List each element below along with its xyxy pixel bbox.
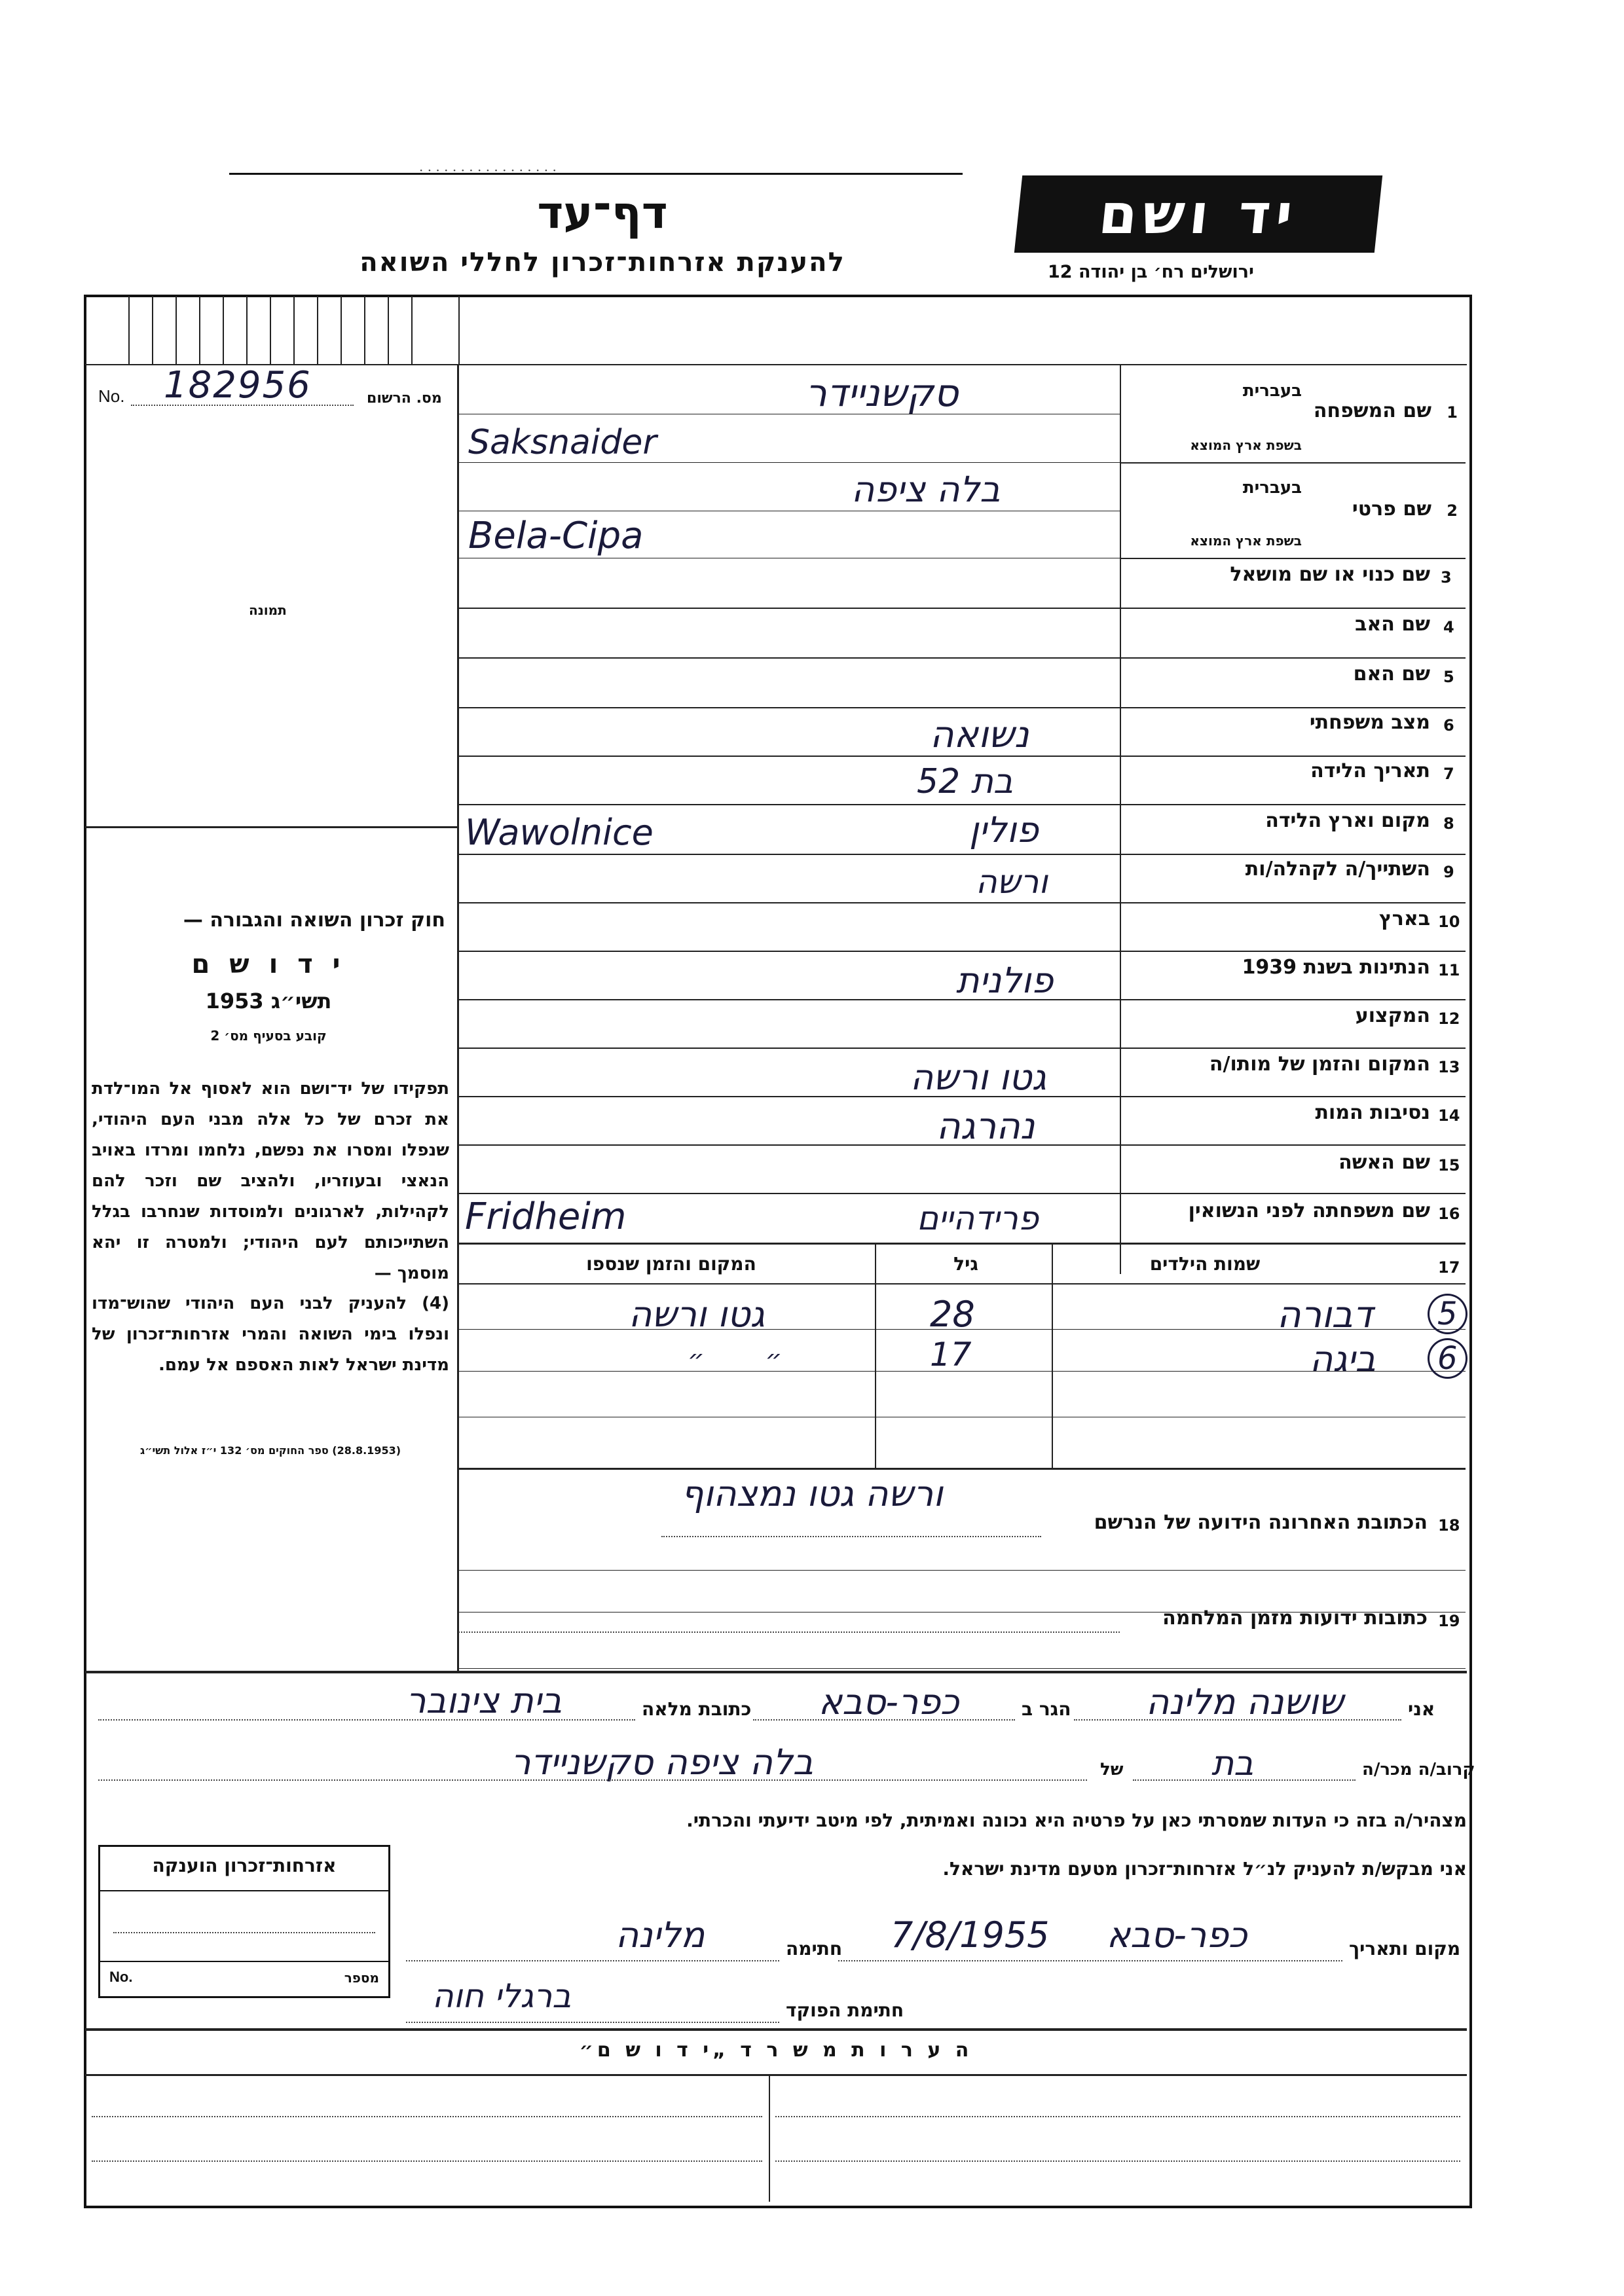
decl-officer-label: חתימת הפוקד: [786, 1999, 904, 2021]
law-name: י ד ו ש ם: [191, 949, 346, 979]
row-num: 5: [1443, 668, 1454, 686]
row-label: תאריך הלידה: [1310, 759, 1430, 782]
decl-relation: בת: [1211, 1744, 1254, 1783]
row-num: 15: [1438, 1156, 1460, 1175]
header-strike-text: · · · · · · · · · · · · · · · · ·: [419, 162, 557, 178]
child-marker: 6: [1428, 1338, 1467, 1379]
row-sub-label: בשפת ארץ המוצא: [1190, 533, 1302, 549]
row-sub-label: בשפת ארץ המוצא: [1190, 437, 1302, 453]
decl-city: כפר-סבא: [819, 1681, 959, 1722]
last-address-value: ורשה גטו נמצהוף: [681, 1473, 943, 1514]
decl-resides-label: הגר ב: [1022, 1698, 1071, 1720]
left-column-divider: [457, 364, 459, 1671]
row-label: שם האם: [1353, 663, 1430, 685]
row-label: נסיבות המות: [1315, 1101, 1430, 1124]
law-year: תשי״ג 1953: [205, 989, 332, 1013]
row-num: 3: [1441, 568, 1452, 587]
decl-officer-signature: ברגלי חוה: [432, 1977, 572, 2015]
first-name-hebrew: בלה ציפה: [851, 469, 1001, 510]
decl-place-date-label: מקום ותאריך: [1349, 1938, 1461, 1959]
row-first-name: [1121, 462, 1466, 558]
row-num: 7: [1443, 765, 1454, 783]
child-place: גטו ורשה: [629, 1294, 765, 1335]
decl-relation-label: קרוב/ה מכר/ה: [1362, 1760, 1475, 1779]
law-paragraph-2: (4) להעניק לבני העם היהודי שהוש־מדו ונפלו בימי השואה והמרי אזרחות־זכרון של מדינת ישראל לאות האספם אל עמם.: [92, 1294, 449, 1375]
row-num: 12: [1438, 1010, 1460, 1028]
remarks-top: [85, 2028, 1467, 2031]
birth-place-latin: Wawolnice: [465, 812, 654, 853]
header-strike-line: [229, 173, 963, 181]
decl-of-label: של: [1100, 1760, 1124, 1779]
row-num: 14: [1438, 1106, 1460, 1125]
decl-full-addr: בית צינובר: [406, 1680, 563, 1721]
decl-i-label: אני: [1408, 1698, 1435, 1720]
form-subtitle: להענקת אזרחות־זכרון לחללי השואה: [360, 247, 845, 278]
law-title: חוק זכרון השואה והגבורה —: [183, 909, 445, 932]
citizenship-no-label: No.: [109, 1969, 133, 1985]
row-family-name: [1121, 364, 1466, 462]
row-label: שם כנוי או שם מושאל: [1230, 563, 1430, 586]
decl-statement-2: אני מבקש/ת להעניק לנ״ל אזרחות־זכרון מטעם מדינת ישראל.: [942, 1858, 1467, 1880]
children-col-place: המקום והזמן שנספו: [586, 1253, 756, 1275]
decl-signature-label: חתימה: [786, 1938, 843, 1959]
nationality-value: פולנית: [956, 960, 1054, 1001]
row-num: 8: [1443, 814, 1454, 833]
row-label: שם המשפחה: [1313, 399, 1431, 422]
yad-vashem-logo: [1014, 175, 1382, 253]
community-value: ורשה: [976, 863, 1048, 901]
row-label: שם האשה: [1338, 1151, 1430, 1174]
row-num: 19: [1438, 1612, 1460, 1630]
child-name: דבורה: [1277, 1294, 1373, 1336]
citizenship-number-label: מספר: [344, 1970, 379, 1986]
family-name-latin: Saksnaider: [468, 423, 657, 462]
row-num: 4: [1443, 618, 1454, 636]
row-num: 13: [1438, 1058, 1460, 1076]
law-source: (28.8.1953) ספר החוקים מס׳ 132 י״ז אלול תשי״ג: [139, 1444, 401, 1457]
registration-no-label: No.: [98, 386, 125, 406]
decl-place: כפר-סבא: [1107, 1914, 1247, 1956]
row-num: 18: [1438, 1516, 1460, 1535]
photo-label: תמונה: [249, 602, 287, 618]
header-address: ירושלים רח׳ בן יהודה 12: [1048, 262, 1254, 282]
child-marker: 5: [1428, 1294, 1467, 1334]
form-title: דף־עד: [537, 187, 668, 239]
row-label: מקום וארץ הלידה: [1265, 809, 1430, 832]
row-label: שם פרטי: [1352, 498, 1431, 520]
row-label: המקום והזמן של מותו/ה: [1209, 1053, 1430, 1076]
first-name-latin: Bela-Cipa: [468, 515, 644, 557]
death-circumstances-value: נהרגה: [936, 1105, 1035, 1148]
row-top-label: בעברית: [1242, 478, 1302, 498]
row-top-label: בעברית: [1242, 381, 1302, 401]
family-name-hebrew: סקשניידר: [805, 371, 959, 415]
row-num: 11: [1438, 961, 1460, 979]
row-num: 17: [1438, 1258, 1460, 1277]
child-age: 17: [930, 1336, 972, 1374]
marital-status-value: נשואה: [930, 714, 1029, 756]
decl-signature: מלינה: [616, 1914, 705, 1956]
remarks-title: ה ע ר ו ת מ ש ר ד „י ד ו ש ם״: [579, 2039, 973, 2062]
row-num: 9: [1443, 863, 1454, 881]
row-num: 2: [1447, 501, 1458, 520]
row-num: 10: [1438, 913, 1460, 931]
last-address-label: הכתובת האחרונה הידועה של הנרשם: [1094, 1511, 1428, 1534]
child-name: ביגה: [1310, 1338, 1376, 1379]
row-num: 6: [1443, 716, 1454, 735]
death-place-value: גטו ורשה: [910, 1057, 1046, 1098]
row-label: הנתינות בשנת 1939: [1242, 956, 1430, 979]
law-paragraph-1: תפקידו של יד־ושם הוא לאסוף אל המו־לדת את זכרם של כל אלה מבני העם היהודי, שנפלו ומסרו את נפשם, נלחמו ומרדו באויב הנאצי ובעוזריו, ולהציב שם וזכר להם לקהילות, לארגונים ולמוסדות שנחרבו בגלל השתייכותם לעם היהודי; ולמטרה זו יהא מוסמך —: [92, 1079, 449, 1283]
children-col-age: גיל: [953, 1253, 978, 1275]
birth-date-value: בת 52: [917, 762, 1013, 801]
registration-label: מס. הרשום: [367, 390, 442, 407]
row-label: שם האב: [1355, 613, 1430, 636]
law-clause: קובע בסעיף מס׳ 2: [210, 1028, 327, 1044]
maiden-name-value: פרידהיים: [917, 1199, 1039, 1237]
row-label: שם משפחתה לפני הנשואין: [1188, 1199, 1430, 1222]
maiden-name-latin: Fridheim: [465, 1195, 627, 1238]
children-col-names: שמות הילדים: [1149, 1253, 1261, 1275]
child-age: 28: [930, 1294, 975, 1335]
birth-country-value: פולין: [969, 809, 1039, 850]
witness-name: שושנה מלינה: [1146, 1681, 1344, 1722]
declaration-divider: [85, 1671, 1467, 1673]
decl-full-addr-label: כתובת מלאה: [642, 1698, 752, 1720]
citizenship-box: [98, 1845, 390, 1998]
decl-date: 7/8/1955: [891, 1914, 1050, 1956]
remarks-divider: [769, 2074, 770, 2202]
citizenship-box-title: אזרחות־זכרון הוענקה: [152, 1855, 337, 1876]
logo-text: יד ושם: [1096, 182, 1301, 246]
decl-statement-1: מצהיר/ה בזה כי העדות שמסרתי כאן על פרטיה היא נכונה ואמיתית, לפי מיטב ידיעתי והכרתי.: [686, 1810, 1467, 1831]
decl-of-name: בלה ציפה סקשניידר: [511, 1741, 813, 1783]
row-label: השתייך/ה לקהלה/ות: [1245, 858, 1430, 881]
war-addresses-label: כתובות ידועות מזמן המלחמה: [1162, 1607, 1428, 1630]
row-label: מצב משפחתי: [1309, 711, 1430, 734]
child-place: ״ ״: [688, 1345, 809, 1375]
registration-no-value: 182956: [164, 364, 312, 407]
row-num: 1: [1447, 403, 1458, 422]
row-label: בארץ: [1378, 907, 1430, 930]
row-label: המקצוע: [1355, 1004, 1430, 1027]
row-num: 16: [1438, 1205, 1460, 1223]
